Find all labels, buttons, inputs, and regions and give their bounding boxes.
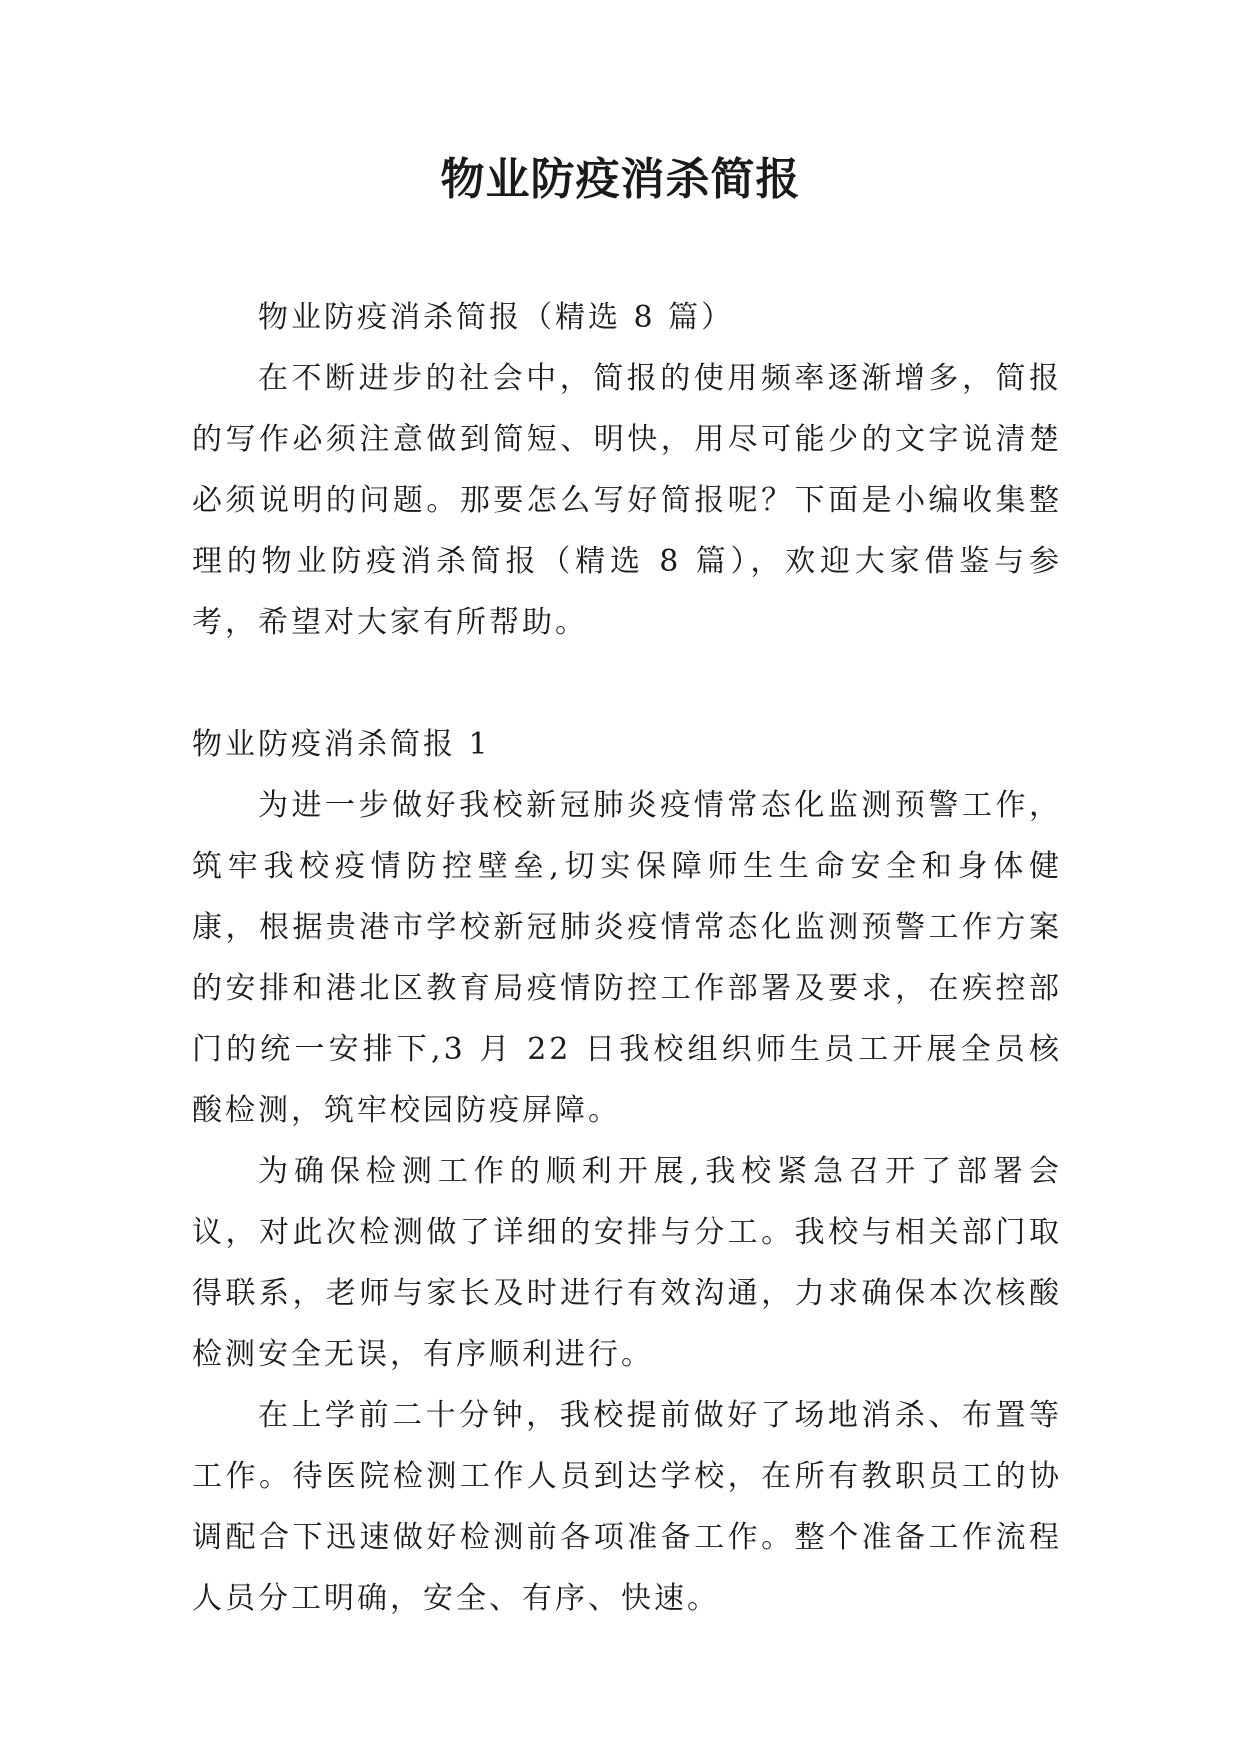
document-body <box>192 287 1062 1629</box>
section-paragraph-3: 在上学前二十分钟，我校提前做好了场地消杀、布置等工作。待医院检测工作人员到达学校，在所有教职员工的协调配合下迅速做好检测前各项准备工作。整个准备工作流程人员分工明确，安全、有序、快速。 <box>192 1398 1062 1616</box>
section-paragraph-1: 为进一步做好我校新冠肺炎疫情常态化监测预警工作，筑牢我校疫情防控壁垒,切实保障师生生命安全和身体健康，根据贵港市学校新冠肺炎疫情常态化监测预警工作方案的安排和港北区教育局疫情防控工作部署及要求，在疾控部门的统一安排下,3 月 22 日我校组织师生员工开展全员核酸检测，筑牢校园防疫屏障。 <box>192 788 1062 1128</box>
document-subtitle: 物业防疫消杀简报（精选 8 篇） <box>258 300 735 335</box>
intro-paragraph: 在不断进步的社会中，简报的使用频率逐渐增多，简报的写作必须注意做到简短、明快，用尽可能少的文字说清楚必须说明的问题。那要怎么写好简报呢？下面是小编收集整理的物业防疫消杀简报（精选 8 篇），欢迎大家借鉴与参考，希望对大家有所帮助。 <box>192 361 1062 640</box>
section-paragraph-2: 为确保检测工作的顺利开展,我校紧急召开了部署会议，对此次检测做了详细的安排与分工。我校与相关部门取得联系，老师与家长及时进行有效沟通，力求确保本次核酸检测安全无误，有序顺利进行。 <box>192 1154 1062 1372</box>
section-heading: 物业防疫消杀简报 1 <box>192 727 491 762</box>
section-spacer <box>192 653 1062 714</box>
document-title: 物业防疫消杀简报 <box>440 154 801 205</box>
